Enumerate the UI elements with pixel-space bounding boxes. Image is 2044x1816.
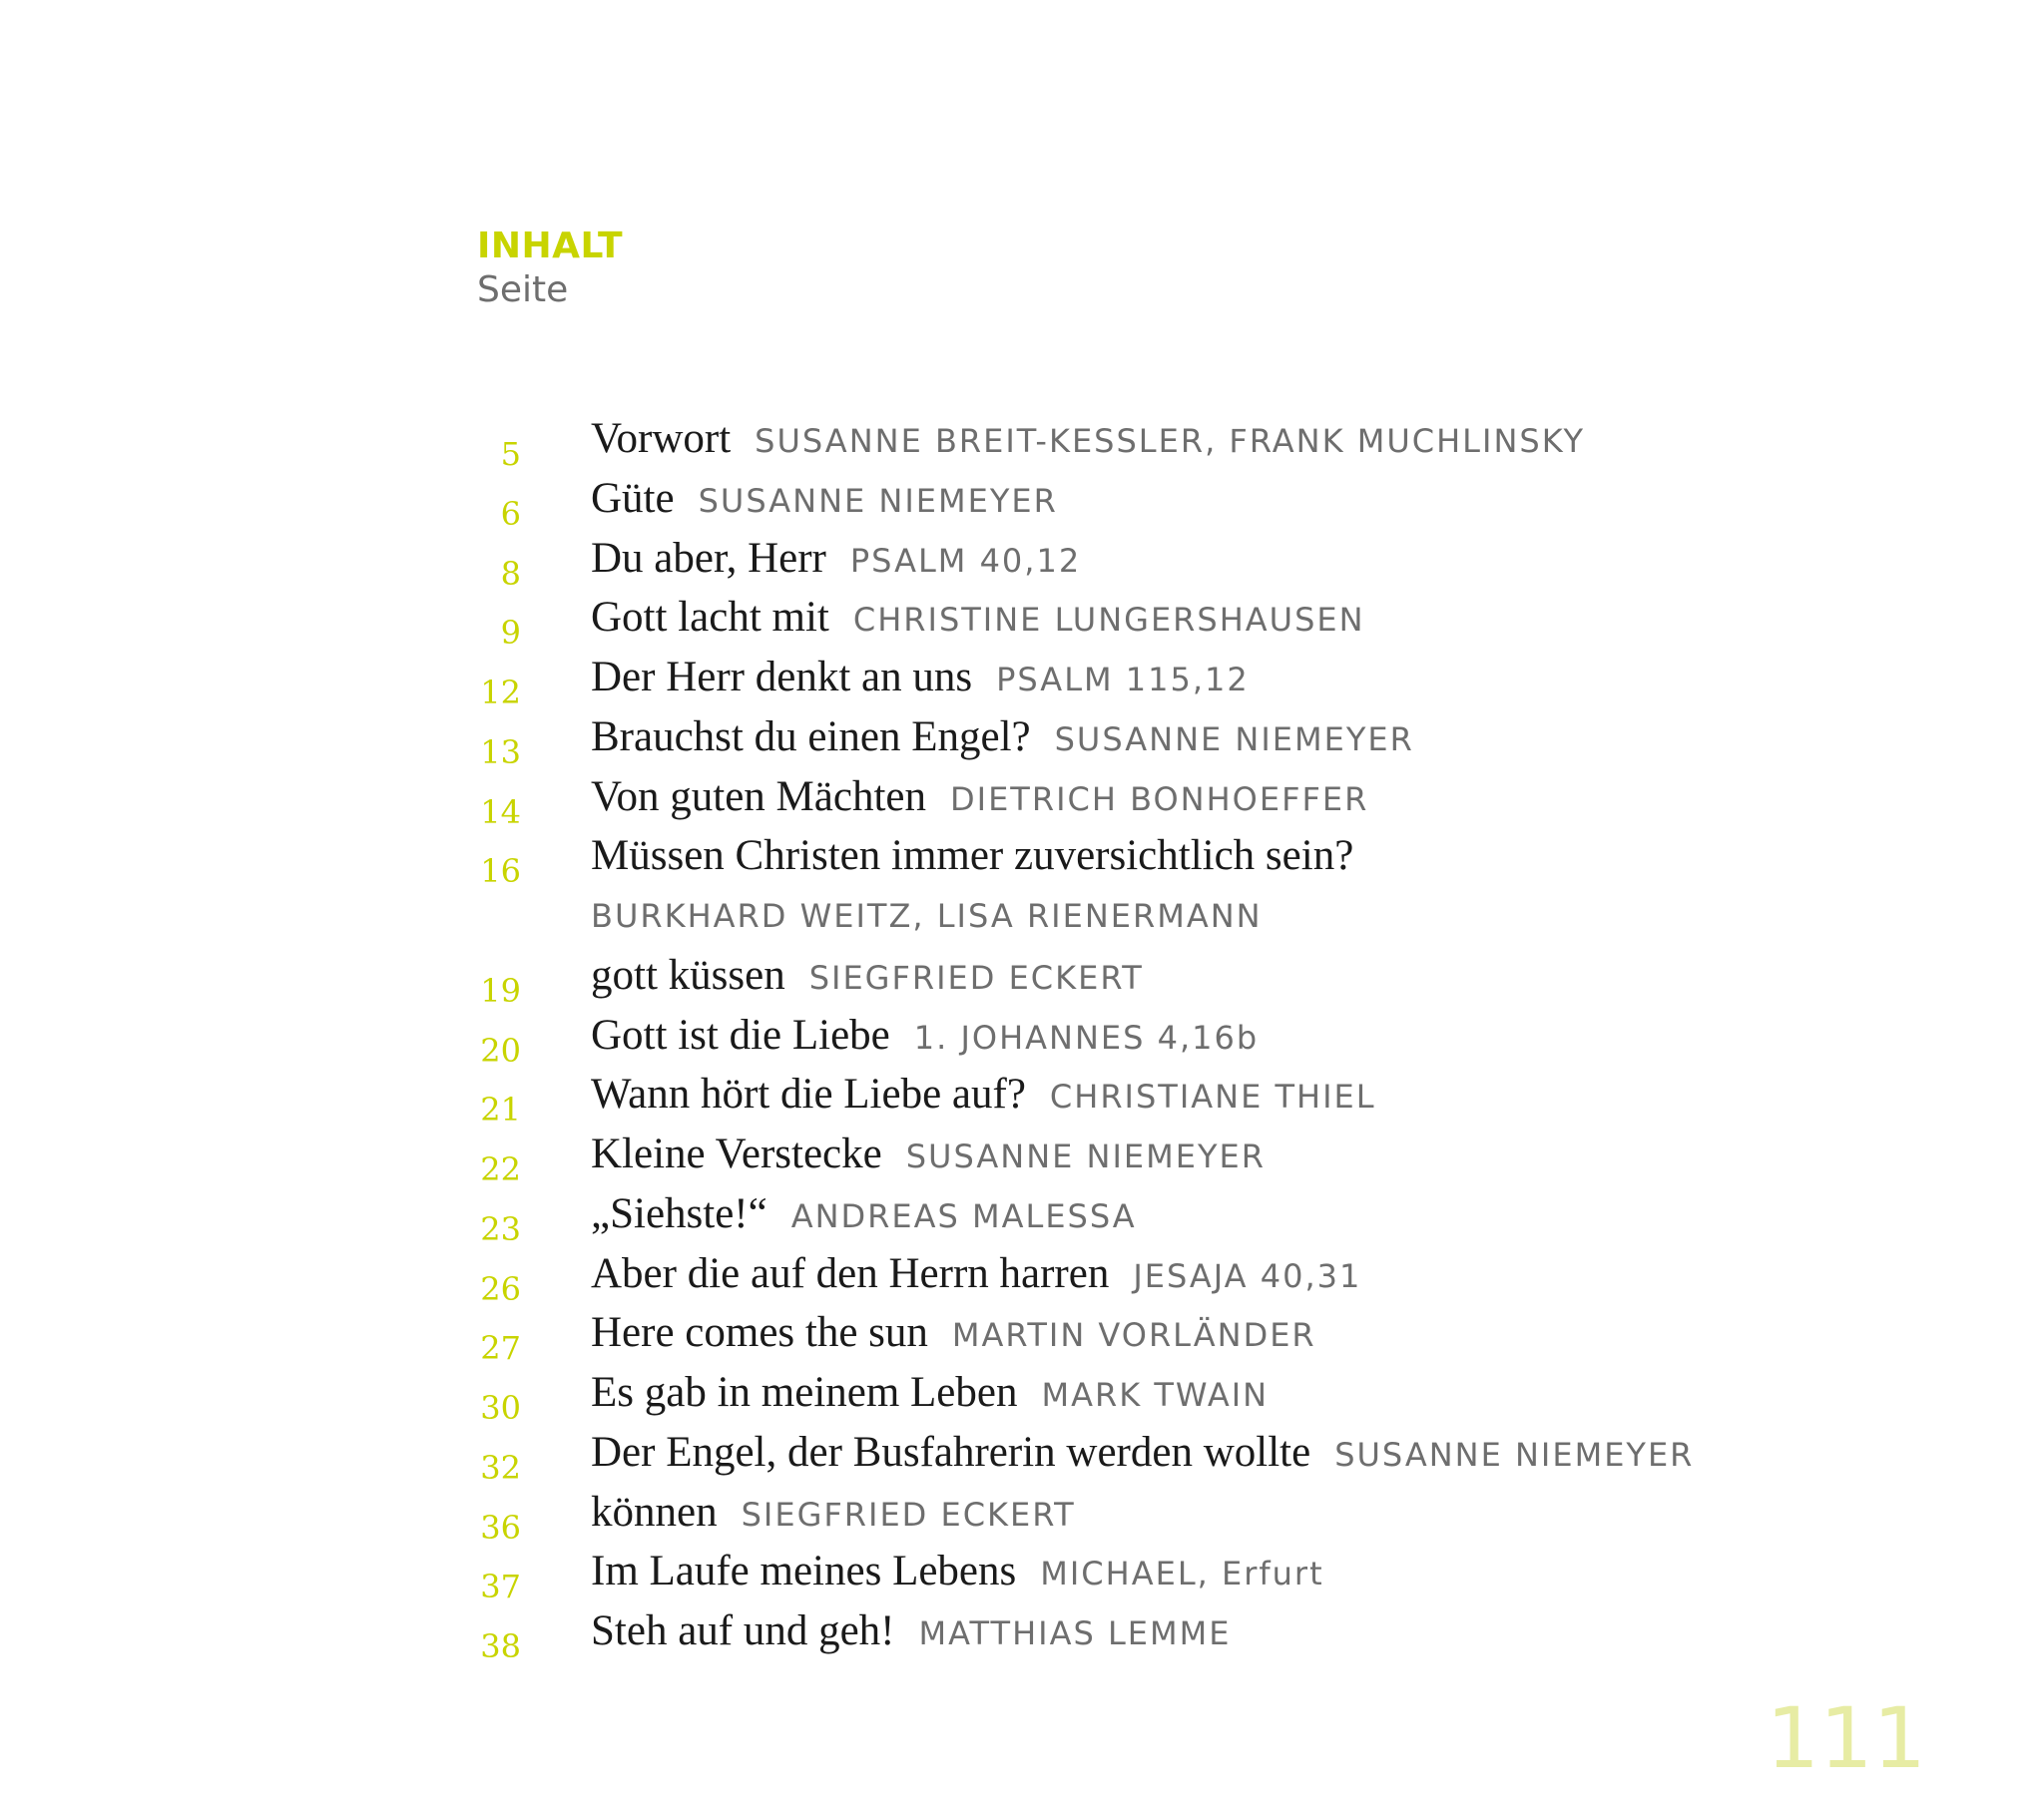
toc-page-number: 9 <box>500 614 521 653</box>
toc-entry <box>0 772 2044 832</box>
toc-page-number: 23 <box>480 1209 521 1248</box>
toc-entry-text <box>591 1130 1266 1188</box>
toc-entry-text <box>591 1070 1376 1129</box>
toc-page-number: 22 <box>480 1150 521 1188</box>
toc-entry <box>0 593 2044 653</box>
toc-entry <box>0 1130 2044 1189</box>
toc-title: Brauchst du einen Engel? <box>591 712 1031 760</box>
toc-entry-text <box>591 1249 1361 1308</box>
toc-author: SUSANNE BREIT-KESSLER, FRANK MUCHLINSKY <box>755 422 1586 460</box>
toc-author: 1. JOHANNES 4,16b <box>913 1018 1260 1057</box>
toc-entry-text <box>591 1488 1076 1547</box>
toc-author: MARK TWAIN <box>1041 1376 1270 1414</box>
toc-entry <box>0 1189 2044 1249</box>
toc-page-number: 16 <box>480 852 521 891</box>
toc-author: JESAJA 40,31 <box>1133 1256 1362 1295</box>
toc-entry-text <box>591 1189 1137 1248</box>
toc-page-number: 14 <box>480 792 521 831</box>
toc-page-number: 30 <box>480 1389 521 1427</box>
toc-page-number: 27 <box>480 1329 521 1368</box>
toc-entry-text <box>591 951 1144 1010</box>
toc-entry-text <box>591 1368 1269 1427</box>
toc-title: Von guten Mächten <box>591 772 926 820</box>
toc-entry <box>0 534 2044 594</box>
toc-page-number: 20 <box>480 1031 521 1070</box>
toc-author: PSALM 115,12 <box>996 661 1250 698</box>
toc-entry <box>0 891 2044 951</box>
toc-title: „Siehste!“ <box>591 1189 767 1237</box>
toc-title: Güte <box>591 474 675 522</box>
toc-page-number: 32 <box>480 1448 521 1487</box>
toc-page-number: 38 <box>480 1627 521 1665</box>
toc-title: Der Engel, der Busfahrerin werden wollte <box>591 1428 1311 1476</box>
toc-title: Es gab in meinem Leben <box>591 1369 1018 1416</box>
toc-title: Gott lacht mit <box>591 594 829 642</box>
toc-entry-text <box>591 712 1414 771</box>
toc-author: SIEGFRIED ECKERT <box>808 958 1144 997</box>
toc-entry <box>0 1428 2044 1488</box>
toc-author: MARTIN VORLÄNDER <box>951 1316 1316 1355</box>
toc-entry-text <box>591 593 1365 652</box>
toc-entry-text <box>591 1606 1231 1665</box>
toc-entry <box>0 1308 2044 1368</box>
toc-author: MATTHIAS LEMME <box>918 1614 1232 1652</box>
toc-title: Here comes the sun <box>591 1309 928 1357</box>
toc-entry <box>0 474 2044 534</box>
toc-title: Wann hört die Liebe auf? <box>591 1071 1026 1119</box>
toc-entry <box>0 1249 2044 1309</box>
toc-title: Du aber, Herr <box>591 534 826 582</box>
toc-entry <box>0 1368 2044 1428</box>
toc-author: SUSANNE NIEMEYER <box>698 481 1058 520</box>
toc-entry <box>0 1070 2044 1130</box>
toc-subheading: Seite <box>477 269 569 310</box>
toc-entry <box>0 1488 2044 1548</box>
toc-author: DIETRICH BONHOEFFER <box>949 779 1369 818</box>
toc-title: können <box>591 1488 718 1536</box>
table-of-contents <box>0 414 2044 1666</box>
toc-title: Kleine Verstecke <box>591 1131 882 1177</box>
toc-author: PSALM 40,12 <box>849 541 1082 580</box>
toc-author: SUSANNE NIEMEYER <box>905 1137 1266 1175</box>
page-number: 111 <box>1766 1689 1926 1787</box>
toc-entry-text <box>591 1428 1694 1487</box>
toc-entry <box>0 951 2044 1011</box>
toc-author: SIEGFRIED ECKERT <box>741 1495 1076 1534</box>
toc-author: CHRISTIANE THIEL <box>1049 1078 1376 1117</box>
toc-entry <box>0 653 2044 712</box>
toc-page-number: 21 <box>480 1091 521 1130</box>
toc-entry-text <box>591 891 1263 948</box>
toc-page-number: 36 <box>480 1508 521 1547</box>
toc-title: gott küssen <box>591 951 785 999</box>
toc-entry-text <box>591 653 1250 711</box>
toc-entry <box>0 1606 2044 1666</box>
toc-author: SUSANNE NIEMEYER <box>1334 1435 1695 1474</box>
toc-title: Müssen Christen immer zuversichtlich sein? <box>591 832 1354 880</box>
toc-page-number: 13 <box>480 732 521 771</box>
toc-heading: INHALT <box>477 226 624 266</box>
toc-entry <box>0 1011 2044 1071</box>
toc-entry <box>0 414 2044 474</box>
toc-author: CHRISTINE LUNGERSHAUSEN <box>852 601 1365 640</box>
toc-page-number: 8 <box>500 554 521 593</box>
toc-entry <box>0 831 2044 891</box>
toc-title: Gott ist die Liebe <box>591 1011 890 1059</box>
toc-title: Der Herr denkt an uns <box>591 654 973 700</box>
toc-entry <box>0 712 2044 772</box>
toc-page-number: 19 <box>480 971 521 1010</box>
toc-page-number: 37 <box>480 1568 521 1606</box>
toc-entry-text <box>591 1011 1259 1070</box>
toc-title: Im Laufe meines Lebens <box>591 1548 1017 1595</box>
toc-entry-text <box>591 1547 1324 1605</box>
toc-entry-text <box>591 1308 1316 1367</box>
toc-page-number: 12 <box>480 674 521 711</box>
toc-author: MICHAEL, Erfurt <box>1040 1555 1324 1593</box>
toc-author: ANDREAS MALESSA <box>790 1196 1137 1235</box>
toc-title: Steh auf und geh! <box>591 1607 895 1654</box>
toc-title: Aber die auf den Herrn harren <box>591 1249 1110 1297</box>
toc-page-number: 6 <box>500 494 521 533</box>
toc-entry-text <box>591 831 1353 890</box>
toc-author: SUSANNE NIEMEYER <box>1054 719 1414 758</box>
toc-page-number: 26 <box>480 1269 521 1308</box>
toc-page-number: 5 <box>500 435 521 473</box>
toc-entry-text <box>591 414 1585 473</box>
toc-entry-text <box>591 474 1058 533</box>
toc-entry <box>0 1547 2044 1606</box>
toc-entry-text <box>591 772 1368 831</box>
toc-entry-text <box>591 534 1081 593</box>
toc-title: Vorwort <box>591 415 732 462</box>
toc-author: BURKHARD WEITZ, LISA RIENERMANN <box>591 897 1263 935</box>
